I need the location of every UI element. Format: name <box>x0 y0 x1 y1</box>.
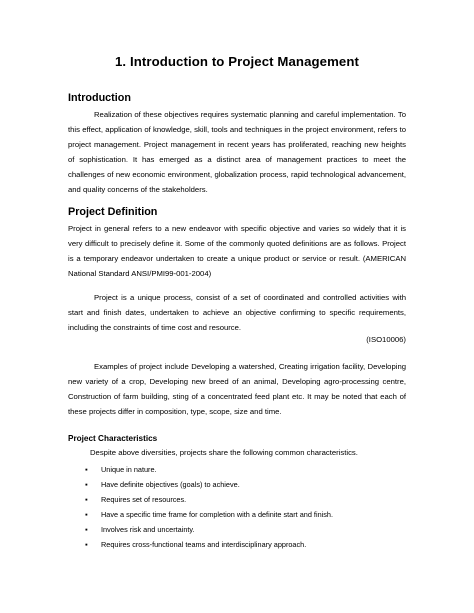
project-characteristics-heading: Project Characteristics <box>68 434 158 443</box>
project-definition-heading: Project Definition <box>68 206 158 218</box>
bullet-icon: ▪ <box>85 495 88 504</box>
definition-paragraph-1: Project in general refers to a new endeavor with specific objective and varies so widely that it is very difficult to precisely define it. Some of the commonly quoted definitions are as follows. Project is a temporary endeavor undertaken to create a unique product or service or result. (AMERICAN National Standard ANSI/PMI99-001-2004) <box>68 224 406 278</box>
list-item: ▪ Involves risk and uncertainty. <box>68 522 406 537</box>
characteristics-list <box>68 462 406 552</box>
list-item: ▪ Have definite objectives (goals) to achieve. <box>68 477 406 492</box>
introduction-heading: Introduction <box>68 92 131 104</box>
list-item: ▪ Unique in nature. <box>68 462 406 477</box>
bullet-icon: ▪ <box>85 540 88 549</box>
bullet-icon: ▪ <box>85 525 88 534</box>
introduction-paragraph: Realization of these objectives requires systematic planning and careful implementation. To this effect, application of knowledge, skill, tools and techniques in the project environment, refers to project management. Project management in recent years has proliferated, reaching new heights of sophistication. It has emerged as a distinct area of management practices to meet the challenges of new economic environment, globalization process, rapid technological advancement, and quality concerns of the stakeholders. <box>68 110 406 194</box>
characteristics-lead: Despite above diversities, projects share the following common characteristics. <box>90 448 358 457</box>
examples-paragraph: Examples of project include Developing a watershed, Creating irrigation facility, Developing new variety of a crop, Developing new breed of an animal, Developing agro-processing centre, Construction of farm building, sting of a concentrated feed plant etc. It may be noted that each of these projects differ in composition, type, scope, size and time. <box>68 362 406 416</box>
bullet-icon: ▪ <box>85 465 88 474</box>
list-item: ▪ Have a specific time frame for completion with a definite start and finish. <box>68 507 406 522</box>
definition-paragraph-2: Project is a unique process, consist of a set of coordinated and controlled activities with start and finish dates, undertaken to achieve an objective confirming to specific requirements, including the constraints of time cost and resource. <box>68 293 406 332</box>
list-item: ▪ Requires cross-functional teams and interdisciplinary approach. <box>68 537 406 552</box>
iso-reference: (ISO10006) <box>366 335 406 344</box>
page-title: 1. Introduction to Project Management <box>114 54 360 69</box>
list-item: ▪ Requires set of resources. <box>68 492 406 507</box>
bullet-icon: ▪ <box>85 510 88 519</box>
bullet-icon: ▪ <box>85 480 88 489</box>
